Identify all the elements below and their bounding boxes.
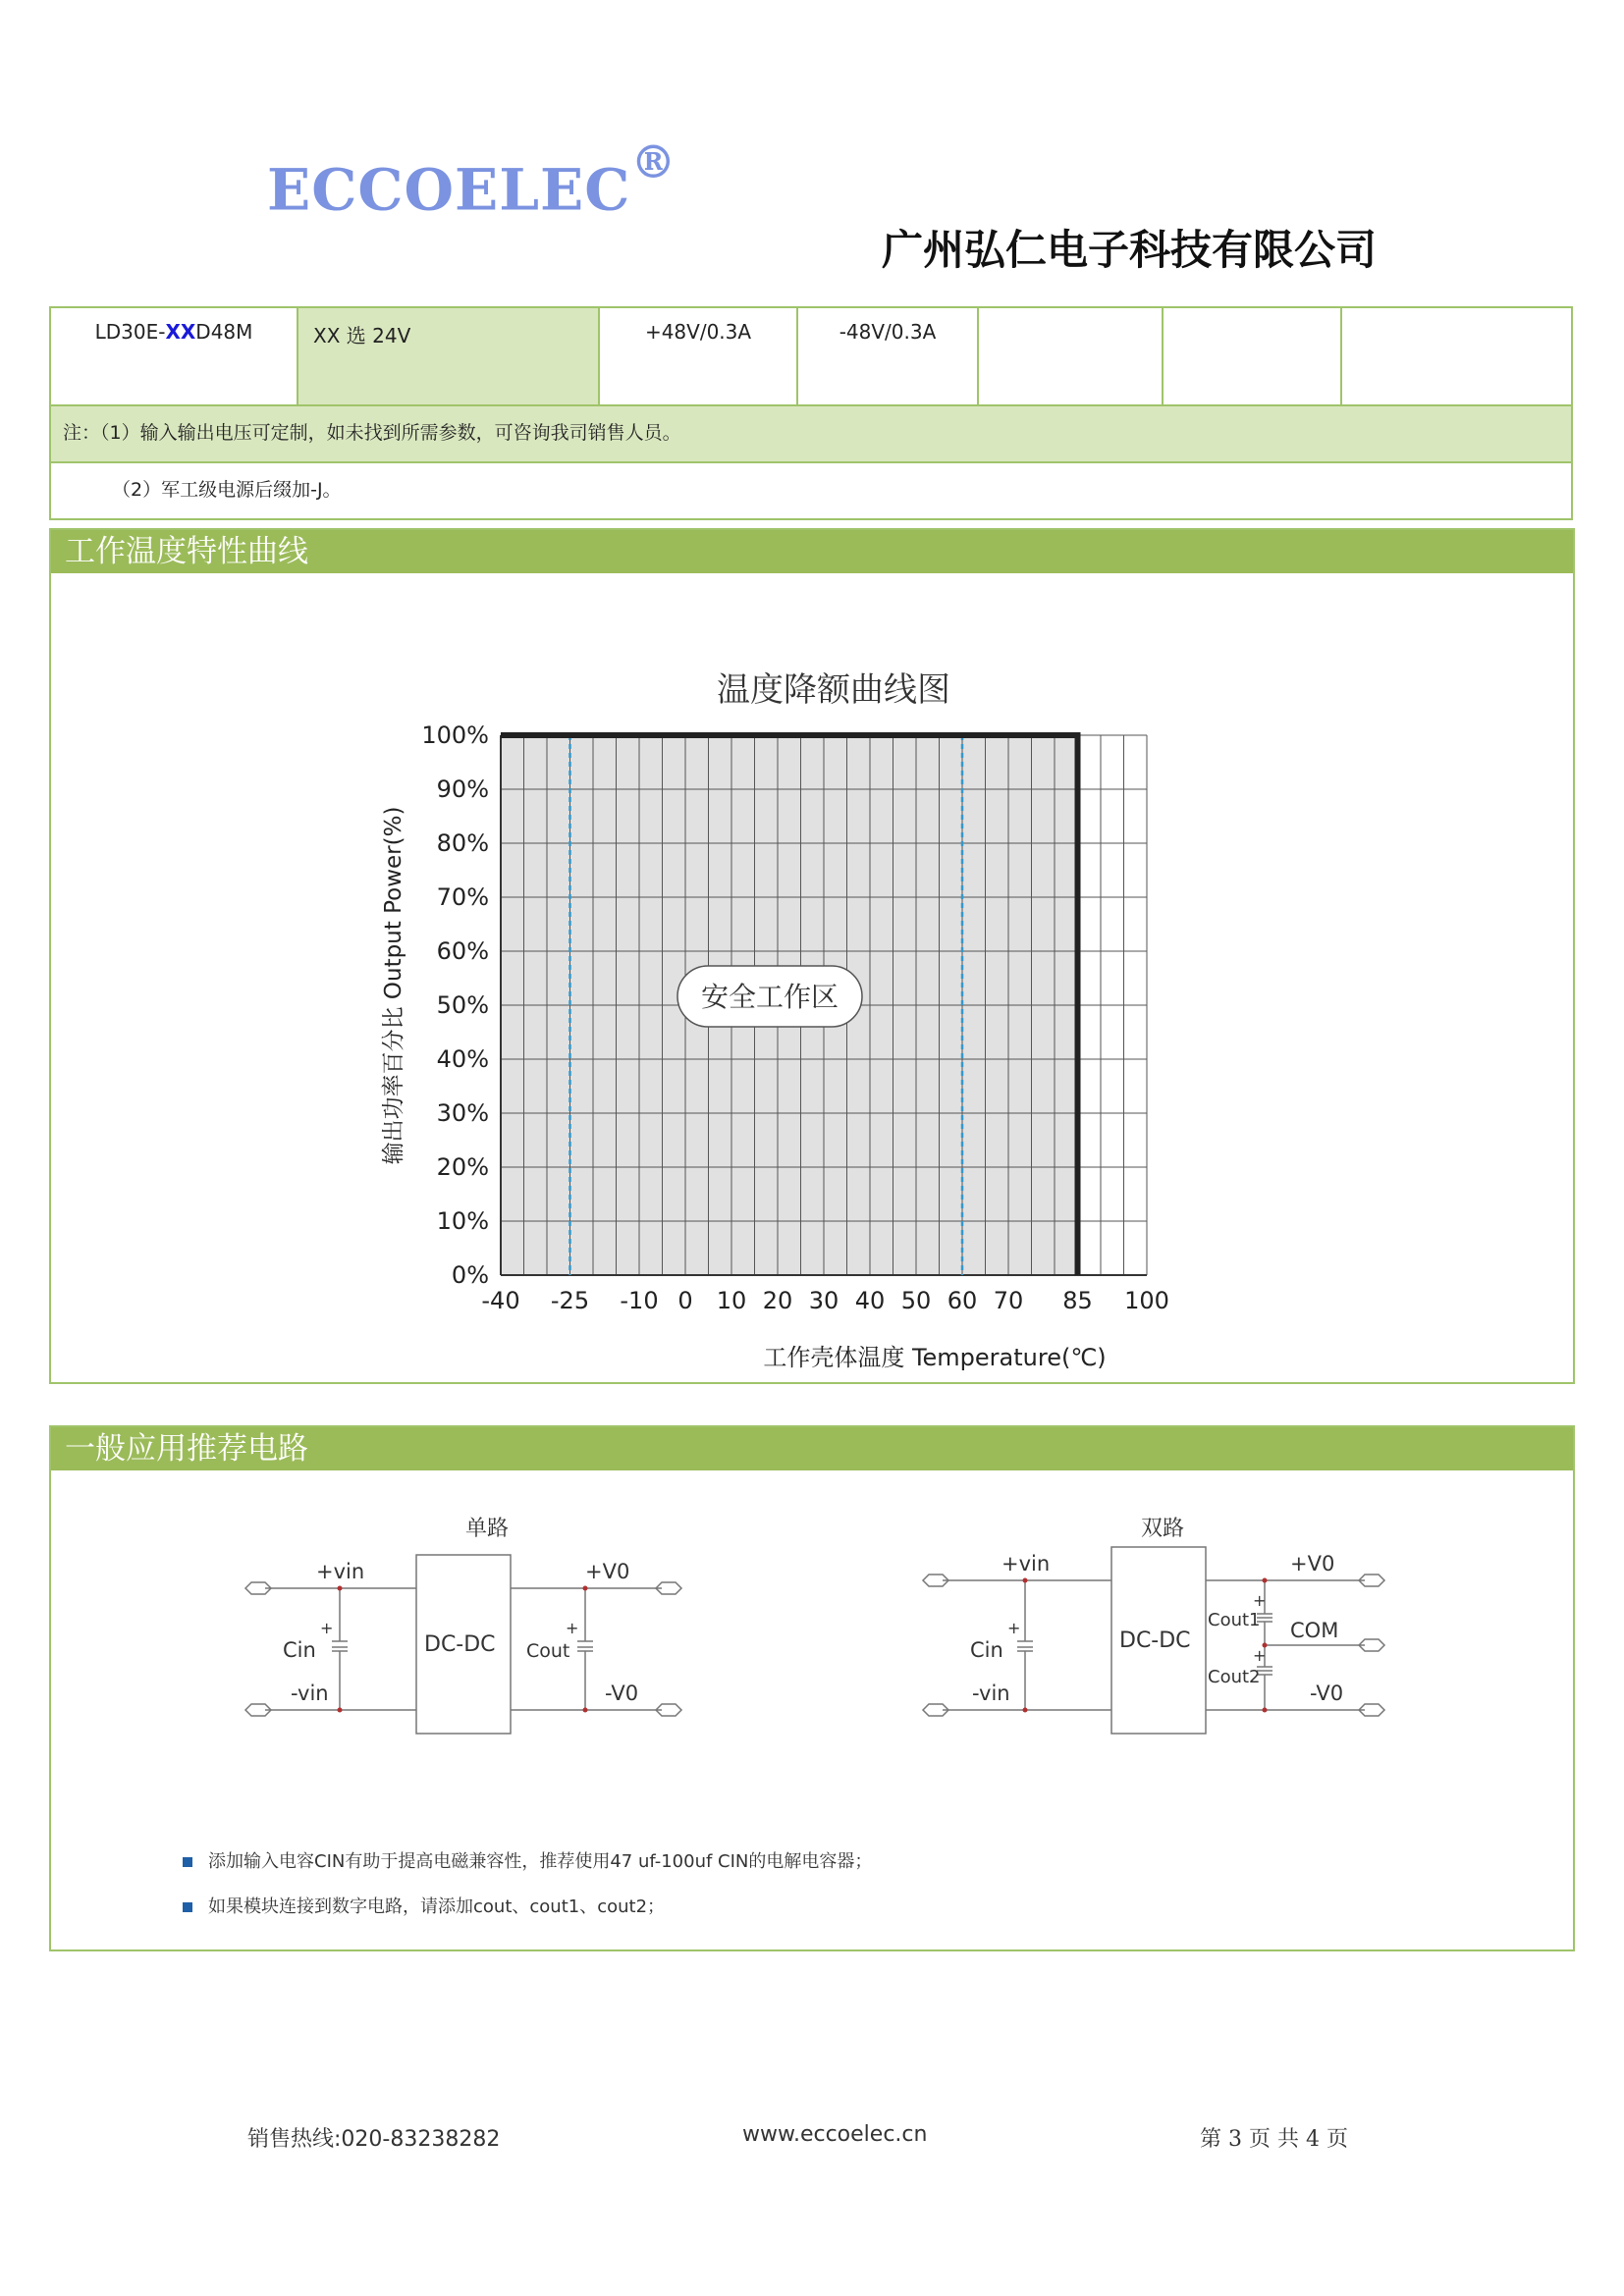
- dual-cin: Cin: [970, 1638, 1003, 1662]
- empty-cell: [1341, 307, 1572, 405]
- derating-chart: [51, 573, 1573, 1380]
- note-bullet: [183, 1893, 665, 1918]
- single-cin: Cin: [283, 1638, 316, 1662]
- bullet-square-icon: [183, 1857, 192, 1867]
- dual-cout2: Cout2: [1208, 1667, 1261, 1687]
- temperature-section: [49, 528, 1575, 1384]
- y-tick-label: 70%: [436, 883, 489, 911]
- note-bullet: [183, 1847, 872, 1873]
- y-tick-label: 90%: [436, 775, 489, 803]
- single-vin-pos: +vin: [316, 1560, 365, 1583]
- x-tick-label: 85: [1062, 1287, 1093, 1314]
- bullet-text: 添加输入电容CIN有助于提高电磁兼容性，推荐使用47 uf-100uf CIN的电解电容器；: [208, 1851, 873, 1872]
- spec-table: [49, 306, 1573, 520]
- x-tick-label: 50: [900, 1287, 932, 1314]
- page-number: 第 3 页 共 4 页: [1200, 2127, 1348, 2152]
- single-vin-neg: -vin: [291, 1682, 329, 1705]
- y-tick-label: 60%: [436, 937, 489, 965]
- dual-title: 双路: [1141, 1517, 1185, 1541]
- dual-vout-neg: -V0: [1310, 1682, 1344, 1705]
- sales-hotline: 销售热线:020-83238282: [247, 2127, 501, 2152]
- x-tick-label: 0: [677, 1287, 693, 1314]
- output-positive-cell: +48V/0.3A: [599, 307, 797, 405]
- x-tick-label: 10: [716, 1287, 747, 1314]
- y-tick-label: 10%: [436, 1207, 489, 1235]
- table-row: [50, 405, 1572, 462]
- y-tick-label: 40%: [436, 1045, 489, 1073]
- y-tick-label: 100%: [421, 721, 489, 749]
- table-row: [50, 307, 1572, 405]
- dual-cout2-plus: +: [1253, 1646, 1267, 1665]
- bullet-square-icon: [183, 1902, 192, 1912]
- x-tick-label: 70: [993, 1287, 1024, 1314]
- select-cell: XX 选 24V: [298, 307, 599, 405]
- section-title: 工作温度特性曲线: [51, 530, 1573, 573]
- output-negative-cell: -48V/0.3A: [797, 307, 978, 405]
- registered-mark: ®: [630, 135, 677, 188]
- note-2: （2）军工级电源后缀加-J。: [50, 462, 1572, 519]
- x-tick-label: 100: [1124, 1287, 1169, 1314]
- y-tick-label: 50%: [436, 991, 489, 1019]
- single-cout-plus: +: [566, 1619, 579, 1637]
- x-axis-label: 工作壳体温度 Temperature(℃): [763, 1344, 1107, 1371]
- model-prefix: LD30E-: [94, 320, 166, 344]
- model-highlight: XX: [165, 320, 196, 344]
- logo-text: ECCOELEC: [267, 156, 631, 224]
- single-vout-neg: -V0: [605, 1682, 639, 1705]
- model-cell: [50, 307, 298, 405]
- dual-cin-plus: +: [1007, 1619, 1021, 1637]
- x-tick-label: 40: [854, 1287, 886, 1314]
- circuit-section: [49, 1425, 1575, 1951]
- dual-vin-pos: +vin: [1001, 1552, 1051, 1575]
- section-title: 一般应用推荐电路: [51, 1427, 1573, 1470]
- company-name: 广州弘仁电子科技有限公司: [882, 226, 1378, 274]
- dual-com: COM: [1290, 1619, 1339, 1642]
- single-title: 单路: [465, 1517, 510, 1541]
- website-link[interactable]: www.eccoelec.cn: [742, 2122, 928, 2147]
- single-cin-plus: +: [320, 1619, 334, 1637]
- x-tick-label: -25: [550, 1287, 590, 1314]
- y-tick-label: 0%: [451, 1261, 489, 1289]
- x-tick-label: 60: [947, 1287, 978, 1314]
- single-vout-pos: +V0: [585, 1560, 630, 1583]
- dual-vout-pos: +V0: [1290, 1552, 1335, 1575]
- dual-cout1: Cout1: [1208, 1610, 1261, 1630]
- circuit-diagrams: [51, 1470, 1573, 1794]
- dual-cout1-plus: +: [1253, 1591, 1267, 1610]
- x-tick-label: 30: [808, 1287, 839, 1314]
- chart-title: 温度降额曲线图: [717, 670, 950, 710]
- table-row: [50, 462, 1572, 519]
- safe-zone-label: 安全工作区: [700, 981, 839, 1013]
- x-tick-label: -40: [481, 1287, 520, 1314]
- y-axis-label: 输出功率百分比 Output Power(%): [381, 806, 406, 1165]
- note-1: 注：（1）输入输出电压可定制，如未找到所需参数，可咨询我司销售人员。: [50, 405, 1572, 462]
- dual-block: DC-DC: [1119, 1629, 1191, 1653]
- x-tick-label: -10: [620, 1287, 659, 1314]
- dual-vin-neg: -vin: [972, 1682, 1010, 1705]
- single-output-circuit: [245, 1517, 681, 1734]
- y-tick-label: 30%: [436, 1099, 489, 1127]
- y-tick-label: 80%: [436, 829, 489, 857]
- x-tick-label: 20: [762, 1287, 793, 1314]
- single-cout: Cout: [526, 1640, 570, 1662]
- empty-cell: [978, 307, 1163, 405]
- empty-cell: [1163, 307, 1341, 405]
- single-block: DC-DC: [424, 1632, 496, 1657]
- y-tick-label: 20%: [436, 1153, 489, 1181]
- bullet-text: 如果模块连接到数字电路，请添加cout、cout1、cout2；: [208, 1896, 666, 1917]
- model-suffix: D48M: [195, 320, 253, 344]
- dual-output-circuit: [923, 1517, 1384, 1734]
- company-logo: [267, 135, 677, 224]
